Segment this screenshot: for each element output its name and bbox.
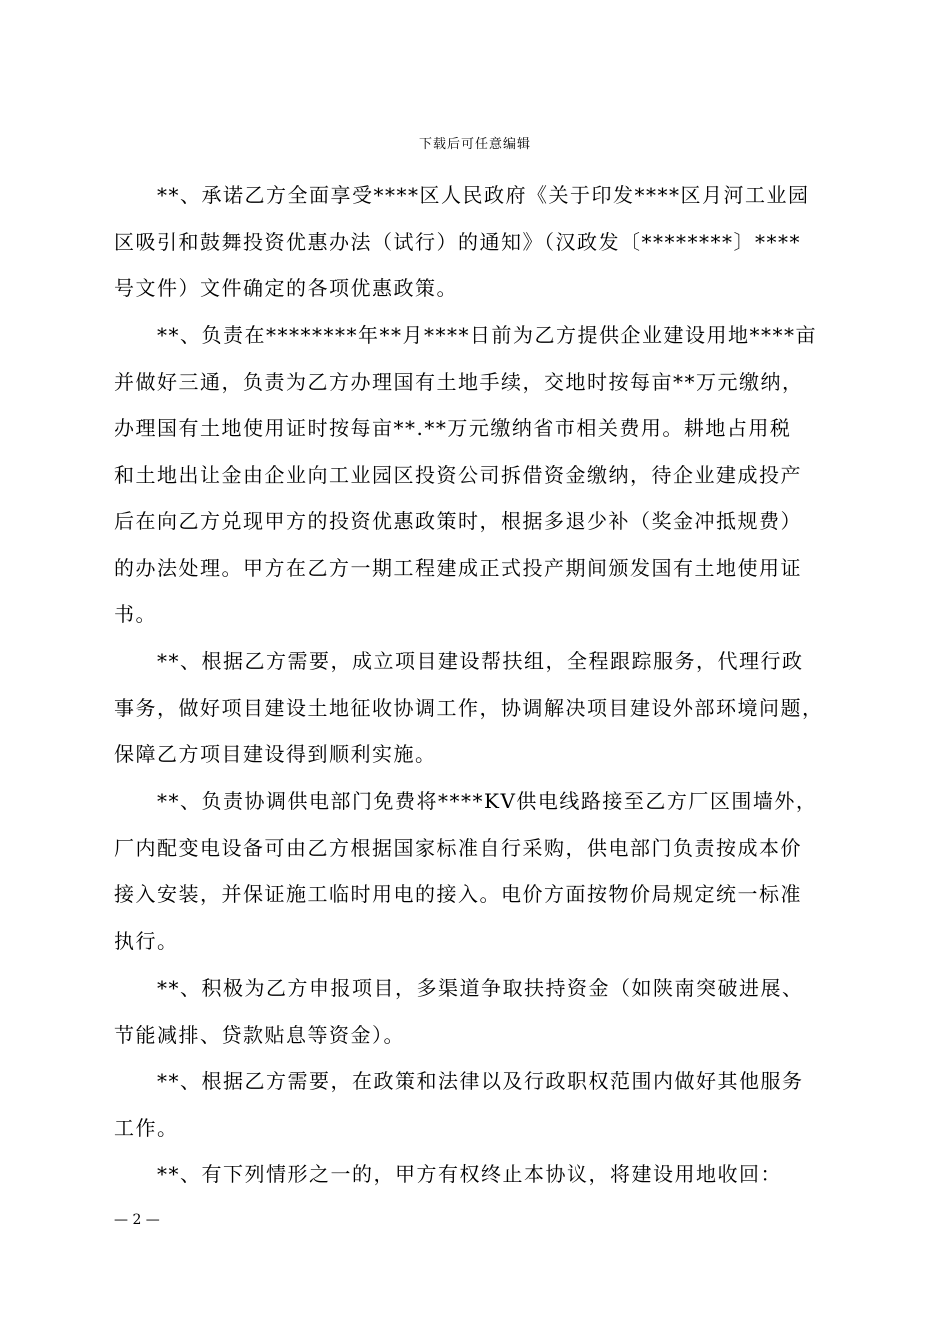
text-line: **、有下列情形之一的，甲方有权终止本协议，将建设用地收回： (114, 1162, 782, 1186)
text-line: 区吸引和鼓舞投资优惠办法（试行）的通知》（汉政发〔********〕**** (114, 229, 801, 254)
paragraph-4 (114, 778, 838, 964)
paragraph-7 (114, 1151, 838, 1198)
text-line: 接入安装，并保证施工临时用电的接入。电价方面按物价局规定统一标准 (114, 882, 802, 906)
text-line: 厂内配变电设备可由乙方根据国家标准自行采购，供电部门负责按成本价 (114, 835, 802, 860)
page-number: — 2 — (114, 1212, 160, 1228)
text-line: **、承诺乙方全面享受****区人民政府《关于印发****区月河工业园 (114, 183, 810, 207)
text-line: 工作。 (114, 1115, 179, 1140)
text-line: 执行。 (114, 928, 179, 953)
text-line: 保障乙方项目建设得到顺利实施。 (114, 742, 437, 766)
paragraph-6 (114, 1058, 838, 1151)
page-header: 下载后可任意编辑 (418, 137, 531, 152)
text-line: **、根据乙方需要，成立项目建设帮扶组，全程跟踪服务，代理行政 (114, 649, 804, 673)
text-line: 节能减排、贷款贴息等资金）。 (114, 1022, 405, 1047)
paragraph-3 (114, 638, 838, 778)
text-line: **、负责协调供电部门免费将****KV供电线路接至乙方厂区围墙外， (114, 789, 818, 813)
text-line: **、积极为乙方申报项目，多渠道争取扶持资金（如陕南突破进展、 (114, 976, 804, 1000)
text-line: 事务，做好项目建设土地征收协调工作，协调解决项目建设外部环境问题， (114, 695, 824, 720)
text-line: 号文件）文件确定的各项优惠政策。 (114, 276, 458, 300)
text-line: **、负责在********年**月****日前为乙方提供企业建设用地****亩 (114, 323, 817, 347)
text-line: 书。 (114, 602, 157, 626)
text-line: 和土地出让金由企业向工业园区投资公司拆借资金缴纳，待企业建成投产 (114, 462, 802, 487)
text-line: 后在向乙方兑现甲方的投资优惠政策时，根据多退少补（奖金冲抵规费） (114, 509, 802, 533)
paragraph-2 (114, 312, 838, 638)
text-line: **、根据乙方需要，在政策和法律以及行政职权范围内做好其他服务 (114, 1069, 804, 1093)
text-line: 办理国有土地使用证时按每亩**.**万元缴纳省市相关费用。耕地占用税 (114, 416, 792, 440)
paragraph-5 (114, 965, 838, 1058)
text-line: 的办法处理。甲方在乙方一期工程建成正式投产期间颁发国有土地使用证 (114, 555, 802, 580)
paragraph-1 (114, 172, 838, 312)
text-line: 并做好三通，负责为乙方办理国有土地手续，交地时按每亩**万元缴纳， (114, 369, 804, 394)
